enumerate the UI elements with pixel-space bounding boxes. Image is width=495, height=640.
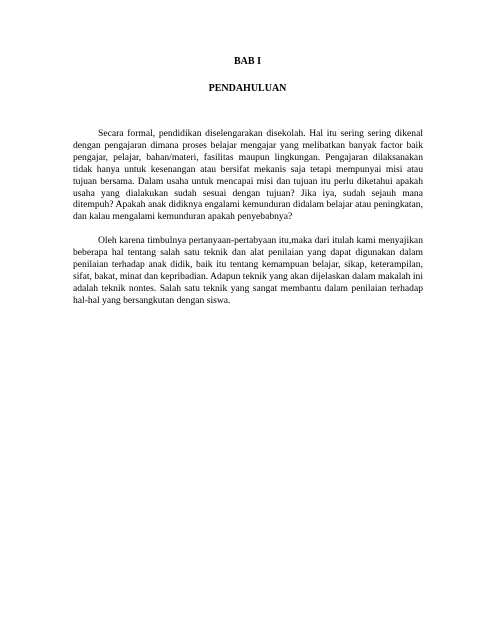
body-paragraph: Oleh karena timbulnya pertanyaan-pertabyaan itu,maka dari itulah kami menyajikan beberapa hal tentang salah satu teknik dan alat penilaian yang dapat digunakan dalam penilaian terhadap anak didik, baik itu tentang kemampuan belajar, sikap, keterampilan, sifat, bakat, minat dan kepribadian. Adapun teknik yang akan dijelaskan dalam makalah ini adalah teknik nontes. Salah satu teknik yang sangat membantu dalam penilaian terhadap hal-hal yang bersangkutan dengan siswa. [73, 235, 423, 306]
chapter-heading: BAB I [234, 56, 261, 67]
body-paragraph: Secara formal, pendidikan diselengarakan disekolah. Hal itu sering sering dikenal dengan pengajaran dimana proses belajar mengajar yang melibatkan banyak factor baik pengajar, pelajar, bahan/materi, fasilitas maupun lingkungan. Pengajaran dilaksanakan tidak hanya untuk kesenangan atau bersifat mekanis saja tetapi mempunyai misi atau tujuan bersama. Dalam usaha untuk mencapai misi dan tujuan itu perlu diketahui apakah usaha yang dialakukan sudah sesuai dengan tujuan? Jika iya, sudah sejauh mana ditempuh? Apakah anak didiknya engalami kemunduran didalam belajar atau peningkatan, dan kalau mengalami kemunduran apakah penyebabnya? [73, 128, 423, 223]
chapter-title: PENDAHULUAN [208, 83, 287, 94]
